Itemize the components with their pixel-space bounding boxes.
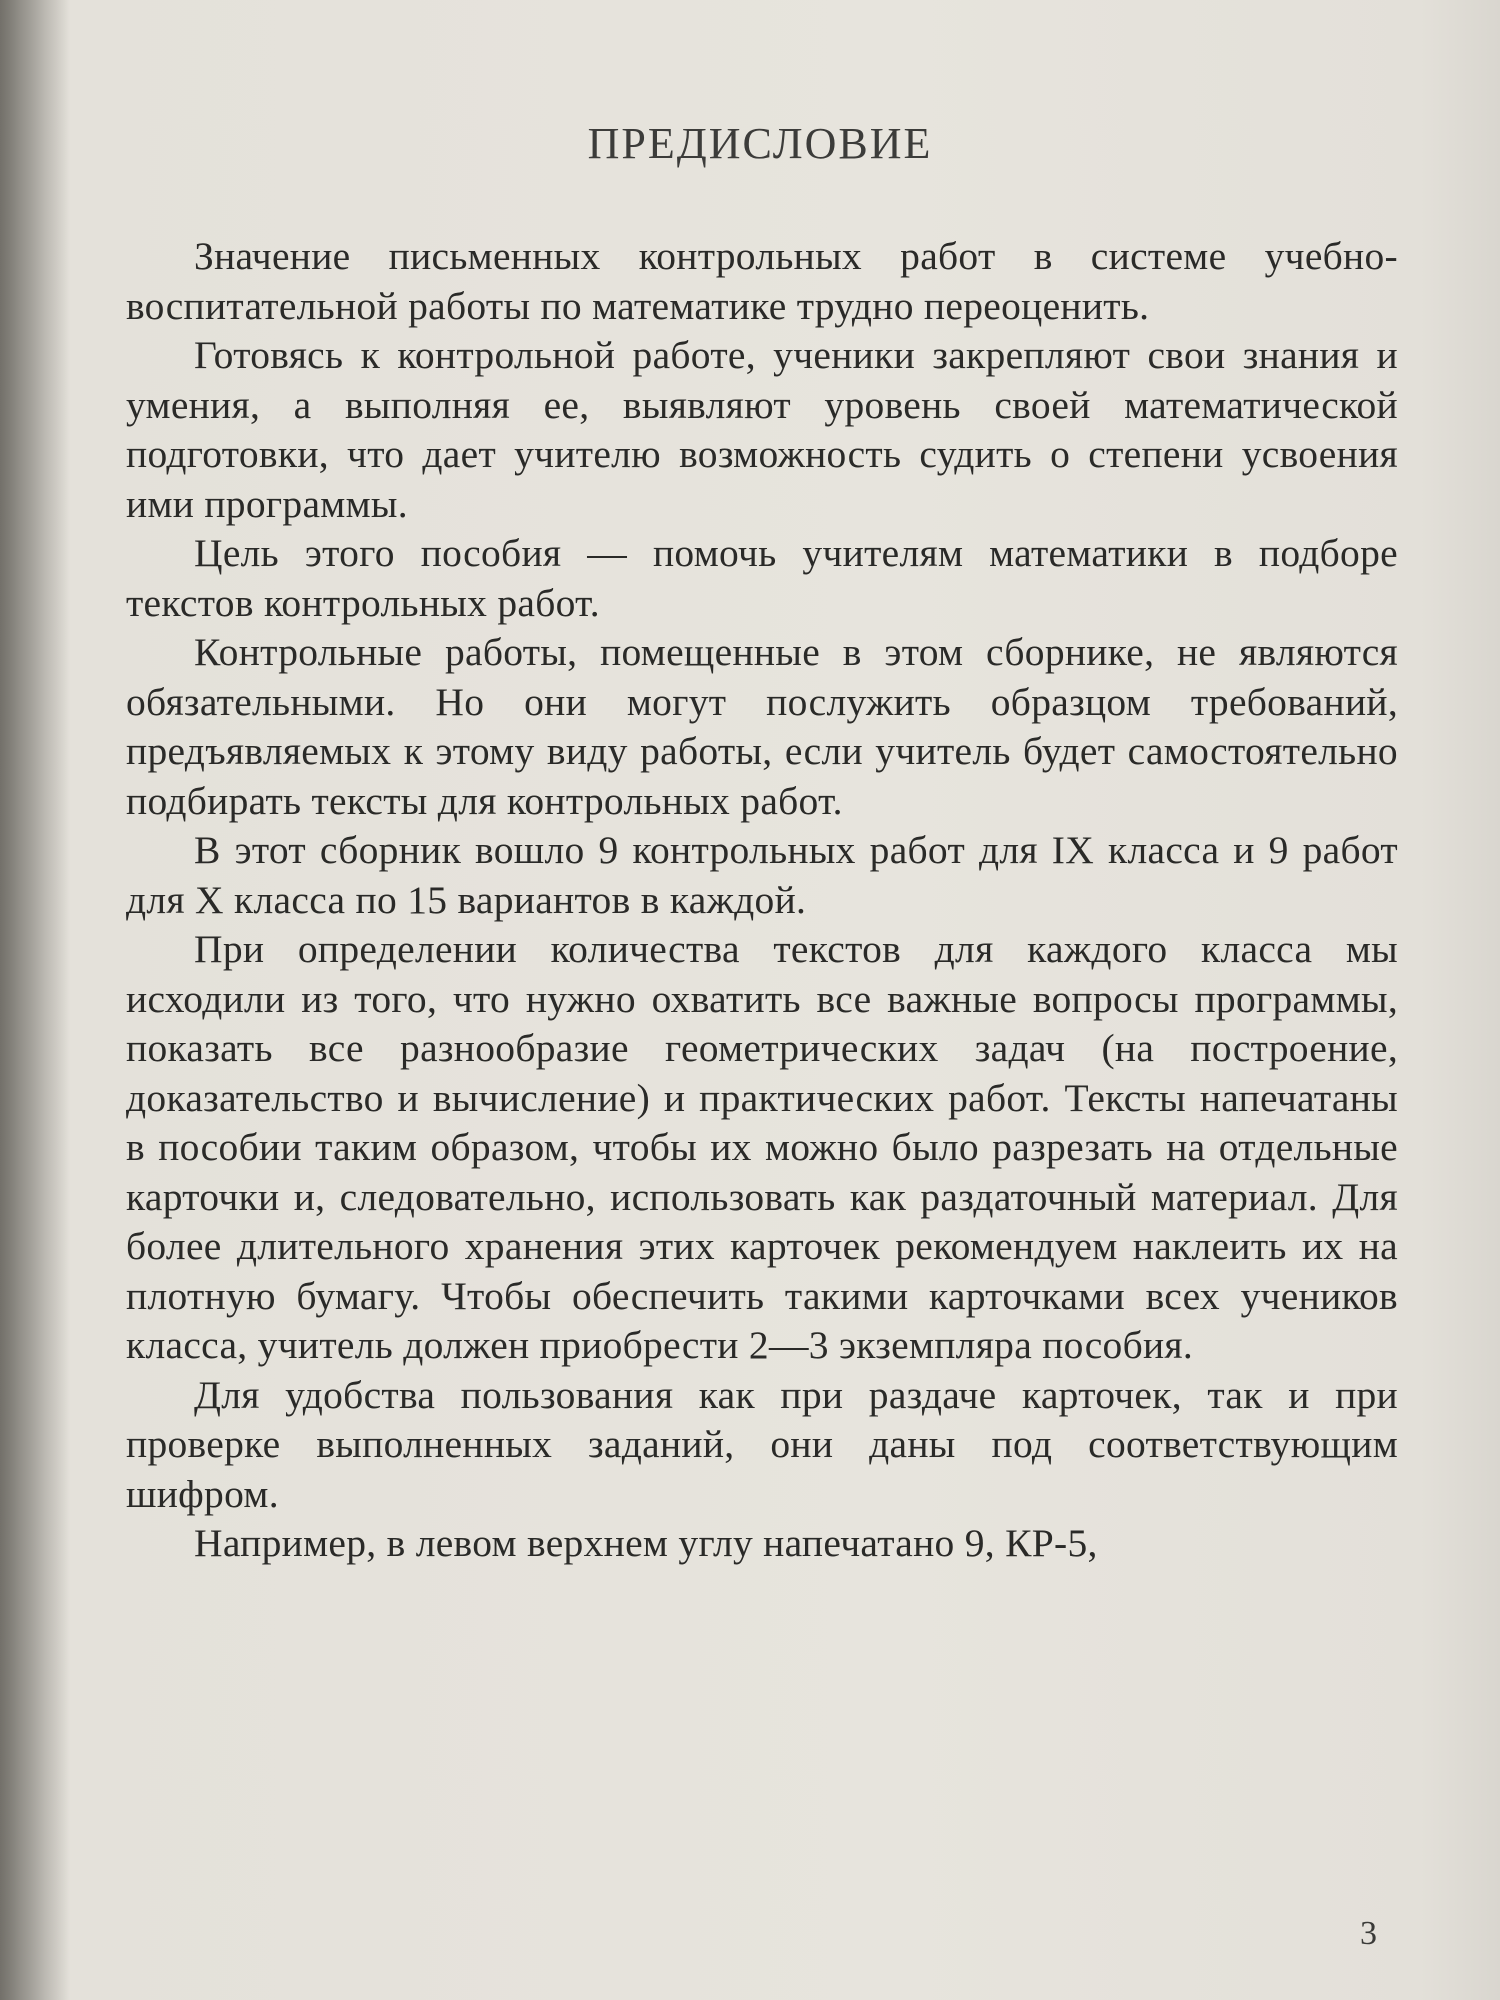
page-number: 3	[1360, 1915, 1377, 1952]
paragraph: Например, в левом верхнем углу напечатано 9, КР-5,	[194, 1521, 1098, 1565]
paragraph: Цель этого пособия — помочь учителям математики в подборе текстов контрольных работ.	[126, 531, 1398, 625]
page-heading: ПРЕДИСЛОВИЕ	[587, 119, 933, 168]
paragraph: Готовясь к контрольной работе, ученики закрепляют свои знания и умения, а выполняя ее, выявляют уровень своей математической подготовки, что дает учителю возможность судить о степени усвоения ими программы.	[126, 333, 1398, 526]
paragraph: Контрольные работы, помещенные в этом сборнике, не являются обязательными. Но они могут послужить образцом требований, предъявляемых к этому виду работы, если учитель будет самостоятельно подбирать тексты для контрольных работ.	[126, 630, 1398, 823]
paragraph: Значение письменных контрольных работ в системе учебно-воспитательной работы по математике трудно переоценить.	[126, 234, 1398, 328]
body-text	[126, 232, 1398, 1569]
paragraph: При определении количества текстов для каждого класса мы исходили из того, что нужно охватить все важные вопросы программы, показать все разнообразие геометрических задач (на построение, доказательство и вычисление) и практических работ. Тексты напечатаны в пособии таким образом, чтобы их можно было разрезать на отдельные карточки и, следовательно, использовать как раздаточный материал. Для более длительного хранения этих карточек рекомендуем наклеить их на плотную бумагу. Чтобы обеспечить такими карточками всех учеников класса, учитель должен приобрести 2—3 экземпляра пособия.	[126, 927, 1398, 1367]
paragraph: В этот сборник вошло 9 контрольных работ для IX класса и 9 работ для X класса по 15 вариантов в каждой.	[126, 828, 1398, 922]
paragraph: Для удобства пользования как при раздаче карточек, так и при проверке выполненных заданий, они даны под соответствующим шифром.	[126, 1372, 1398, 1516]
